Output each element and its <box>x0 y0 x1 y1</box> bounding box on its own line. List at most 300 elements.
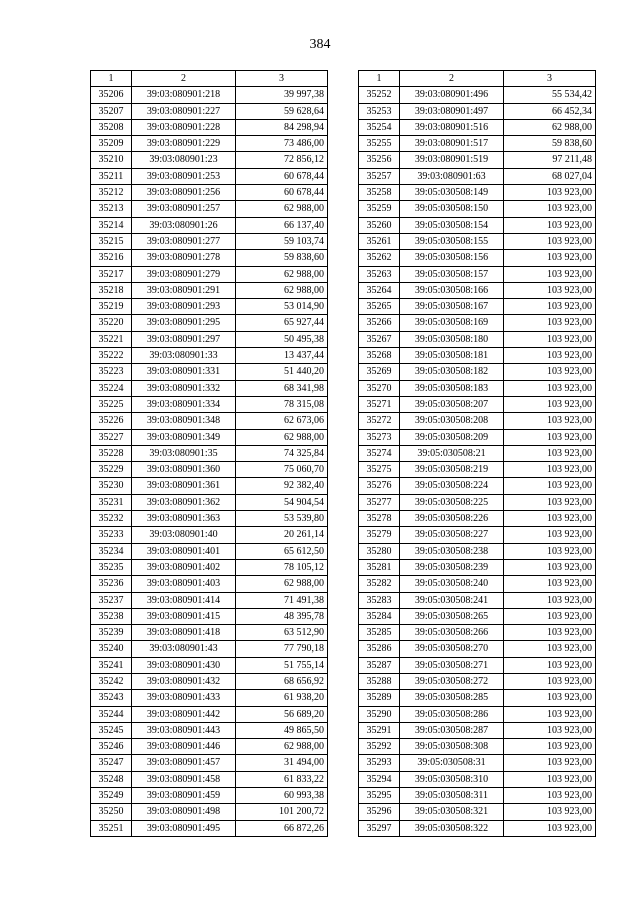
cadastral-number-cell: 39:03:080901:332 <box>132 380 236 396</box>
left-table-body <box>91 87 328 837</box>
table-row <box>91 788 328 804</box>
cadastral-number-cell: 39:03:080901:257 <box>132 201 236 217</box>
row-number-cell: 35239 <box>91 625 132 641</box>
cadastral-number-cell: 39:05:030508:286 <box>400 706 504 722</box>
row-number-cell: 35212 <box>91 185 132 201</box>
table-row <box>359 185 596 201</box>
table-row <box>359 788 596 804</box>
value-cell: 103 923,00 <box>504 739 596 755</box>
table-row <box>359 136 596 152</box>
table-row <box>359 429 596 445</box>
row-number-cell: 35237 <box>91 592 132 608</box>
value-cell: 68 656,92 <box>236 673 328 689</box>
value-cell: 103 923,00 <box>504 788 596 804</box>
value-cell: 53 539,80 <box>236 511 328 527</box>
row-number-cell: 35244 <box>91 706 132 722</box>
value-cell: 103 923,00 <box>504 250 596 266</box>
value-cell: 103 923,00 <box>504 233 596 249</box>
cadastral-number-cell: 39:03:080901:218 <box>132 87 236 103</box>
table-row <box>359 299 596 315</box>
cadastral-number-cell: 39:03:080901:35 <box>132 445 236 461</box>
table-row <box>91 511 328 527</box>
cadastral-number-cell: 39:05:030508:322 <box>400 820 504 836</box>
row-number-cell: 35217 <box>91 266 132 282</box>
cadastral-number-cell: 39:03:080901:256 <box>132 185 236 201</box>
cadastral-number-cell: 39:05:030508:225 <box>400 494 504 510</box>
cadastral-number-cell: 39:03:080901:331 <box>132 364 236 380</box>
cadastral-number-cell: 39:03:080901:291 <box>132 282 236 298</box>
table-header-row <box>91 71 328 87</box>
cadastral-number-cell: 39:05:030508:181 <box>400 348 504 364</box>
cadastral-number-cell: 39:05:030508:310 <box>400 771 504 787</box>
cadastral-number-cell: 39:03:080901:228 <box>132 119 236 135</box>
value-cell: 77 790,18 <box>236 641 328 657</box>
table-row <box>91 119 328 135</box>
table-row <box>91 413 328 429</box>
cadastral-number-cell: 39:03:080901:517 <box>400 136 504 152</box>
table-row <box>359 315 596 331</box>
cadastral-number-cell: 39:03:080901:349 <box>132 429 236 445</box>
cadastral-number-cell: 39:03:080901:498 <box>132 804 236 820</box>
column-header-2: 2 <box>132 71 236 87</box>
row-number-cell: 35226 <box>91 413 132 429</box>
row-number-cell: 35232 <box>91 511 132 527</box>
table-row <box>359 380 596 396</box>
row-number-cell: 35268 <box>359 348 400 364</box>
cadastral-number-cell: 39:05:030508:169 <box>400 315 504 331</box>
table-row <box>91 299 328 315</box>
cadastral-number-cell: 39:03:080901:63 <box>400 168 504 184</box>
cadastral-number-cell: 39:05:030508:182 <box>400 364 504 380</box>
value-cell: 59 103,74 <box>236 233 328 249</box>
row-number-cell: 35296 <box>359 804 400 820</box>
cadastral-number-cell: 39:03:080901:446 <box>132 739 236 755</box>
row-number-cell: 35228 <box>91 445 132 461</box>
row-number-cell: 35287 <box>359 657 400 673</box>
row-number-cell: 35263 <box>359 266 400 282</box>
row-number-cell: 35288 <box>359 673 400 689</box>
value-cell: 103 923,00 <box>504 315 596 331</box>
cadastral-number-cell: 39:03:080901:278 <box>132 250 236 266</box>
cadastral-number-cell: 39:05:030508:239 <box>400 559 504 575</box>
table-row <box>91 168 328 184</box>
row-number-cell: 35230 <box>91 478 132 494</box>
cadastral-number-cell: 39:03:080901:229 <box>132 136 236 152</box>
row-number-cell: 35234 <box>91 543 132 559</box>
column-header-3: 3 <box>504 71 596 87</box>
table-row <box>359 559 596 575</box>
row-number-cell: 35207 <box>91 103 132 119</box>
table-row <box>359 804 596 820</box>
value-cell: 84 298,94 <box>236 119 328 135</box>
row-number-cell: 35274 <box>359 445 400 461</box>
value-cell: 74 325,84 <box>236 445 328 461</box>
cadastral-number-cell: 39:03:080901:360 <box>132 462 236 478</box>
row-number-cell: 35240 <box>91 641 132 657</box>
value-cell: 60 678,44 <box>236 185 328 201</box>
table-row <box>91 706 328 722</box>
value-cell: 62 673,06 <box>236 413 328 429</box>
table-row <box>91 348 328 364</box>
value-cell: 62 988,00 <box>236 266 328 282</box>
row-number-cell: 35258 <box>359 185 400 201</box>
table-row <box>359 201 596 217</box>
cadastral-number-cell: 39:03:080901:414 <box>132 592 236 608</box>
value-cell: 48 395,78 <box>236 608 328 624</box>
cadastral-number-cell: 39:05:030508:219 <box>400 462 504 478</box>
cadastral-number-cell: 39:03:080901:279 <box>132 266 236 282</box>
table-row <box>91 429 328 445</box>
row-number-cell: 35215 <box>91 233 132 249</box>
cadastral-number-cell: 39:03:080901:457 <box>132 755 236 771</box>
cadastral-number-cell: 39:03:080901:402 <box>132 559 236 575</box>
cadastral-number-cell: 39:05:030508:241 <box>400 592 504 608</box>
table-row <box>91 771 328 787</box>
row-number-cell: 35211 <box>91 168 132 184</box>
value-cell: 61 833,22 <box>236 771 328 787</box>
table-row <box>91 217 328 233</box>
value-cell: 54 904,54 <box>236 494 328 510</box>
value-cell: 66 137,40 <box>236 217 328 233</box>
cadastral-number-cell: 39:05:030508:208 <box>400 413 504 429</box>
cadastral-number-cell: 39:03:080901:430 <box>132 657 236 673</box>
cadastral-number-cell: 39:05:030508:180 <box>400 331 504 347</box>
table-row <box>91 266 328 282</box>
row-number-cell: 35283 <box>359 592 400 608</box>
value-cell: 66 452,34 <box>504 103 596 119</box>
value-cell: 61 938,20 <box>236 690 328 706</box>
row-number-cell: 35257 <box>359 168 400 184</box>
row-number-cell: 35214 <box>91 217 132 233</box>
value-cell: 103 923,00 <box>504 380 596 396</box>
table-row <box>359 87 596 103</box>
value-cell: 51 755,14 <box>236 657 328 673</box>
table-row <box>359 641 596 657</box>
cadastral-number-cell: 39:03:080901:253 <box>132 168 236 184</box>
row-number-cell: 35262 <box>359 250 400 266</box>
row-number-cell: 35222 <box>91 348 132 364</box>
row-number-cell: 35221 <box>91 331 132 347</box>
value-cell: 103 923,00 <box>504 559 596 575</box>
cadastral-number-cell: 39:05:030508:207 <box>400 396 504 412</box>
row-number-cell: 35253 <box>359 103 400 119</box>
cadastral-number-cell: 39:03:080901:361 <box>132 478 236 494</box>
value-cell: 103 923,00 <box>504 673 596 689</box>
table-row <box>91 804 328 820</box>
row-number-cell: 35254 <box>359 119 400 135</box>
value-cell: 103 923,00 <box>504 429 596 445</box>
row-number-cell: 35267 <box>359 331 400 347</box>
table-row <box>91 673 328 689</box>
row-number-cell: 35272 <box>359 413 400 429</box>
cadastral-number-cell: 39:05:030508:150 <box>400 201 504 217</box>
table-row <box>91 282 328 298</box>
table-row <box>359 282 596 298</box>
row-number-cell: 35293 <box>359 755 400 771</box>
row-number-cell: 35225 <box>91 396 132 412</box>
cadastral-number-cell: 39:05:030508:311 <box>400 788 504 804</box>
table-row <box>91 201 328 217</box>
column-header-3: 3 <box>236 71 328 87</box>
table-row <box>91 527 328 543</box>
row-number-cell: 35256 <box>359 152 400 168</box>
cadastral-number-cell: 39:05:030508:308 <box>400 739 504 755</box>
table-row <box>91 625 328 641</box>
table-row <box>359 233 596 249</box>
table-row <box>359 527 596 543</box>
cadastral-number-cell: 39:03:080901:33 <box>132 348 236 364</box>
table-row <box>359 673 596 689</box>
cadastral-number-cell: 39:03:080901:432 <box>132 673 236 689</box>
table-row <box>359 152 596 168</box>
row-number-cell: 35259 <box>359 201 400 217</box>
value-cell: 103 923,00 <box>504 657 596 673</box>
table-row <box>91 690 328 706</box>
value-cell: 103 923,00 <box>504 462 596 478</box>
row-number-cell: 35270 <box>359 380 400 396</box>
row-number-cell: 35220 <box>91 315 132 331</box>
table-row <box>359 608 596 624</box>
cadastral-number-cell: 39:03:080901:496 <box>400 87 504 103</box>
value-cell: 103 923,00 <box>504 804 596 820</box>
cadastral-number-cell: 39:05:030508:287 <box>400 722 504 738</box>
value-cell: 103 923,00 <box>504 820 596 836</box>
table-row <box>91 364 328 380</box>
cadastral-number-cell: 39:03:080901:401 <box>132 543 236 559</box>
cadastral-number-cell: 39:03:080901:43 <box>132 641 236 657</box>
column-header-2: 2 <box>400 71 504 87</box>
row-number-cell: 35250 <box>91 804 132 820</box>
cadastral-number-cell: 39:03:080901:348 <box>132 413 236 429</box>
value-cell: 53 014,90 <box>236 299 328 315</box>
value-cell: 103 923,00 <box>504 755 596 771</box>
table-row <box>359 250 596 266</box>
value-cell: 62 988,00 <box>236 739 328 755</box>
row-number-cell: 35238 <box>91 608 132 624</box>
table-row <box>91 494 328 510</box>
table-row <box>359 445 596 461</box>
table-row <box>359 820 596 836</box>
row-number-cell: 35242 <box>91 673 132 689</box>
row-number-cell: 35231 <box>91 494 132 510</box>
row-number-cell: 35248 <box>91 771 132 787</box>
row-number-cell: 35241 <box>91 657 132 673</box>
cadastral-number-cell: 39:05:030508:167 <box>400 299 504 315</box>
row-number-cell: 35292 <box>359 739 400 755</box>
table-row <box>91 739 328 755</box>
table-row <box>91 136 328 152</box>
row-number-cell: 35281 <box>359 559 400 575</box>
cadastral-number-cell: 39:03:080901:418 <box>132 625 236 641</box>
row-number-cell: 35264 <box>359 282 400 298</box>
value-cell: 103 923,00 <box>504 543 596 559</box>
cadastral-number-cell: 39:03:080901:403 <box>132 576 236 592</box>
table-row <box>91 331 328 347</box>
value-cell: 103 923,00 <box>504 641 596 657</box>
table-row <box>91 250 328 266</box>
value-cell: 56 689,20 <box>236 706 328 722</box>
value-cell: 59 838,60 <box>504 136 596 152</box>
row-number-cell: 35280 <box>359 543 400 559</box>
table-row <box>359 657 596 673</box>
cadastral-number-cell: 39:03:080901:293 <box>132 299 236 315</box>
table-row <box>359 396 596 412</box>
value-cell: 39 997,38 <box>236 87 328 103</box>
row-number-cell: 35224 <box>91 380 132 396</box>
page-number: 384 <box>309 37 331 52</box>
value-cell: 103 923,00 <box>504 331 596 347</box>
cadastral-number-cell: 39:03:080901:459 <box>132 788 236 804</box>
cadastral-number-cell: 39:03:080901:362 <box>132 494 236 510</box>
value-cell: 73 486,00 <box>236 136 328 152</box>
table-row <box>91 396 328 412</box>
row-number-cell: 35251 <box>91 820 132 836</box>
value-cell: 103 923,00 <box>504 592 596 608</box>
table-row <box>91 576 328 592</box>
value-cell: 103 923,00 <box>504 706 596 722</box>
value-cell: 103 923,00 <box>504 625 596 641</box>
value-cell: 103 923,00 <box>504 722 596 738</box>
value-cell: 103 923,00 <box>504 217 596 233</box>
row-number-cell: 35261 <box>359 233 400 249</box>
row-number-cell: 35297 <box>359 820 400 836</box>
table-row <box>359 625 596 641</box>
cadastral-number-cell: 39:05:030508:224 <box>400 478 504 494</box>
value-cell: 103 923,00 <box>504 690 596 706</box>
value-cell: 103 923,00 <box>504 511 596 527</box>
value-cell: 103 923,00 <box>504 576 596 592</box>
value-cell: 103 923,00 <box>504 608 596 624</box>
table-row <box>359 511 596 527</box>
cadastral-number-cell: 39:03:080901:519 <box>400 152 504 168</box>
value-cell: 75 060,70 <box>236 462 328 478</box>
cadastral-number-cell: 39:05:030508:271 <box>400 657 504 673</box>
cadastral-number-cell: 39:05:030508:270 <box>400 641 504 657</box>
value-cell: 103 923,00 <box>504 527 596 543</box>
value-cell: 50 495,38 <box>236 331 328 347</box>
value-cell: 78 315,08 <box>236 396 328 412</box>
table-row <box>359 168 596 184</box>
value-cell: 103 923,00 <box>504 348 596 364</box>
table-row <box>359 364 596 380</box>
value-cell: 68 341,98 <box>236 380 328 396</box>
value-cell: 62 988,00 <box>504 119 596 135</box>
value-cell: 103 923,00 <box>504 299 596 315</box>
value-cell: 72 856,12 <box>236 152 328 168</box>
row-number-cell: 35206 <box>91 87 132 103</box>
cadastral-number-cell: 39:03:080901:516 <box>400 119 504 135</box>
table-row <box>359 576 596 592</box>
table-row <box>91 641 328 657</box>
row-number-cell: 35269 <box>359 364 400 380</box>
table-row <box>359 478 596 494</box>
value-cell: 55 534,42 <box>504 87 596 103</box>
row-number-cell: 35219 <box>91 299 132 315</box>
table-row <box>91 315 328 331</box>
cadastral-number-cell: 39:05:030508:31 <box>400 755 504 771</box>
cadastral-number-cell: 39:05:030508:226 <box>400 511 504 527</box>
value-cell: 63 512,90 <box>236 625 328 641</box>
value-cell: 13 437,44 <box>236 348 328 364</box>
table-row <box>91 608 328 624</box>
value-cell: 103 923,00 <box>504 201 596 217</box>
row-number-cell: 35260 <box>359 217 400 233</box>
table-row <box>359 217 596 233</box>
table-row <box>91 233 328 249</box>
table-row <box>359 348 596 364</box>
cadastral-number-cell: 39:03:080901:363 <box>132 511 236 527</box>
table-row <box>359 103 596 119</box>
cadastral-number-cell: 39:05:030508:227 <box>400 527 504 543</box>
cadastral-number-cell: 39:03:080901:497 <box>400 103 504 119</box>
cadastral-number-cell: 39:05:030508:238 <box>400 543 504 559</box>
cadastral-number-cell: 39:05:030508:157 <box>400 266 504 282</box>
table-row <box>91 543 328 559</box>
table-row <box>359 494 596 510</box>
row-number-cell: 35209 <box>91 136 132 152</box>
cadastral-number-cell: 39:03:080901:458 <box>132 771 236 787</box>
column-header-1: 1 <box>359 71 400 87</box>
row-number-cell: 35282 <box>359 576 400 592</box>
table-row <box>91 152 328 168</box>
row-number-cell: 35247 <box>91 755 132 771</box>
value-cell: 103 923,00 <box>504 413 596 429</box>
cadastral-number-cell: 39:05:030508:155 <box>400 233 504 249</box>
table-row <box>359 543 596 559</box>
value-cell: 103 923,00 <box>504 478 596 494</box>
cadastral-number-cell: 39:03:080901:415 <box>132 608 236 624</box>
row-number-cell: 35291 <box>359 722 400 738</box>
row-number-cell: 35265 <box>359 299 400 315</box>
table-row <box>91 820 328 836</box>
row-number-cell: 35278 <box>359 511 400 527</box>
cadastral-number-cell: 39:05:030508:285 <box>400 690 504 706</box>
row-number-cell: 35290 <box>359 706 400 722</box>
left-table <box>90 70 328 837</box>
value-cell: 68 027,04 <box>504 168 596 184</box>
value-cell: 31 494,00 <box>236 755 328 771</box>
row-number-cell: 35213 <box>91 201 132 217</box>
value-cell: 20 261,14 <box>236 527 328 543</box>
right-table-body <box>359 87 596 837</box>
cadastral-number-cell: 39:03:080901:26 <box>132 217 236 233</box>
row-number-cell: 35216 <box>91 250 132 266</box>
table-row <box>91 87 328 103</box>
table-row <box>359 739 596 755</box>
cadastral-number-cell: 39:05:030508:21 <box>400 445 504 461</box>
value-cell: 49 865,50 <box>236 722 328 738</box>
table-row <box>91 478 328 494</box>
value-cell: 59 838,60 <box>236 250 328 266</box>
row-number-cell: 35252 <box>359 87 400 103</box>
value-cell: 103 923,00 <box>504 185 596 201</box>
cadastral-number-cell: 39:05:030508:272 <box>400 673 504 689</box>
row-number-cell: 35255 <box>359 136 400 152</box>
row-number-cell: 35275 <box>359 462 400 478</box>
cadastral-number-cell: 39:05:030508:240 <box>400 576 504 592</box>
table-row <box>91 592 328 608</box>
row-number-cell: 35273 <box>359 429 400 445</box>
value-cell: 62 988,00 <box>236 429 328 445</box>
table-row <box>91 103 328 119</box>
cadastral-number-cell: 39:05:030508:266 <box>400 625 504 641</box>
table-row <box>359 266 596 282</box>
table-row <box>359 755 596 771</box>
value-cell: 101 200,72 <box>236 804 328 820</box>
value-cell: 60 993,38 <box>236 788 328 804</box>
table-row <box>91 559 328 575</box>
row-number-cell: 35277 <box>359 494 400 510</box>
